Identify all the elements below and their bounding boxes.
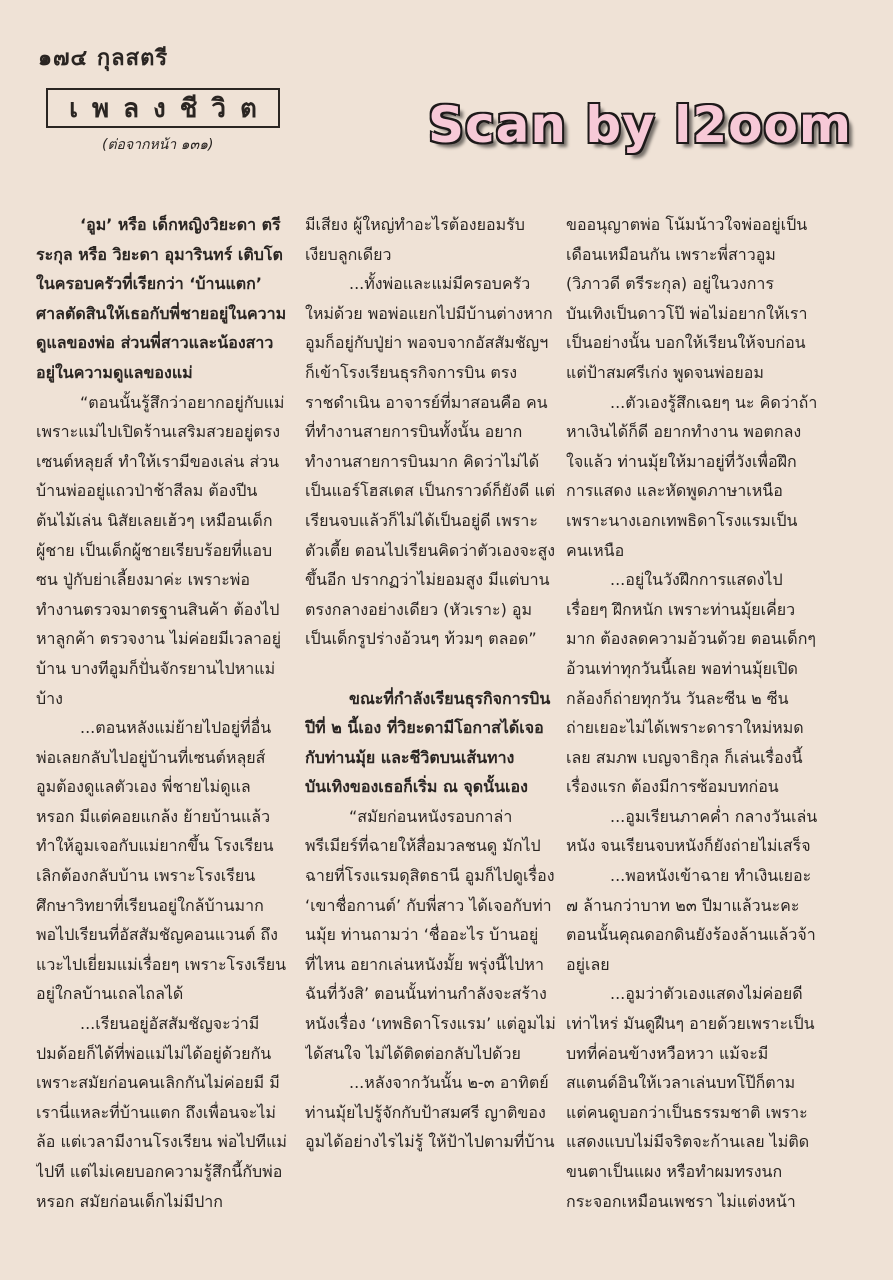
article-column-1 [36,210,288,1272]
article-paragraph: ...ตัวเองรู้สึกเฉยๆ นะ คิดว่าถ้าหาเงินได้ก็ดี อยากทำงาน พอตกลงใจแล้ว ท่านมุ้ยให้มาอยู่ที่วังเพื่อฝึกการแสดง และหัดพูดภาษาเหนือ เพราะนางเอกเทพธิดาโรงแรมเป็นคนเหนือ [566,392,818,560]
article-paragraph: ...ทั้งพ่อและแม่มีครอบครัวใหม่ด้วย พอพ่อแยกไปมีบ้านต่างหาก อูมก็อยู่กับปู่ย่า พอจบจากอัสสัมชัญฯ ก็เข้าโรงเรียนธุรกิจการบิน ตรงราชดำเนิน อาจารย์ที่มาสอนคือ คนที่ทำงานสายการบินทั้งนั้น อยากทำงานสายการบินมาก คิดว่าไม่ได้เป็นแอร์โฮสเตส เป็นกราวด์ก็ยังดี แต่เรียนจบแล้วก็ไม่ได้เป็นอยู่ดี เพราะตัวเตี้ย ตอนไปเรียนคิดว่าตัวเองจะสูงขึ้นอีก ปรากฏว่าไม่ยอมสูง มีแต่บานตรงกลางอย่างเดียว (หัวเราะ) อูมเป็นเด็กรูปร่างอ้วนๆ ท้วมๆ ตลอด” [305,274,556,649]
article-column-2 [305,210,557,1272]
article-paragraph: ...ตอนหลังแม่ย้ายไปอยู่ที่อื่น พ่อเลยกลับไปอยู่บ้านที่เซนต์หลุยส์ อูมต้องดูแลตัวเอง พี่ชายไม่ดูแลหรอก มีแต่คอยแกล้ง ย้ายบ้านแล้วทำให้อูมเจอกับแม่ยากขึ้น โรงเรียนเลิกต้องกลับบ้าน เพราะโรงเรียนศึกษาวิทยาที่เรียนอยู่ใกล้บ้านมาก พอไปเรียนที่อัสสัมชัญคอนแวนต์ ถึงแวะไปเยี่ยมแม่เรื่อยๆ เพราะโรงเรียนอยู่ใกลบ้านเถลไถลได้ [36,718,287,1004]
article-paragraph: ...หลังจากวันนั้น ๒-๓ อาทิตย์ ท่านมุ้ยไปรู้จักกับป้าสมศรี ญาติของอูมได้อย่างไรไม่รู้ ให้ป้าไปตามที่บ้าน [305,1073,555,1152]
continued-note: (ต่อจากหน้า ๑๓๑) [102,137,214,153]
scan-watermark: Scan by l2oom [428,96,852,154]
article-paragraph: “สมัยก่อนหนังรอบกาล่าพรีเมียร์ที่ฉายให้สื่อมวลชนดู มักไปฉายที่โรงแรมดุสิตธานี อูมก็ไปดูเรื่อง ‘เขาชื่อกานต์’ กับพี่สาว ได้เจอกับท่านมุ้ย ท่านถามว่า ‘ชื่ออะไร บ้านอยู่ที่ไหน อยากเล่นหนังมั้ย พรุ่งนี้ไปหาฉันที่วังสิ’ ตอนนั้นท่านกำลังจะสร้างหนังเรื่อง ‘เทพธิดาโรงแรม’ แต่อูมไม่ได้สนใจ ไม่ได้ติดต่อกลับไปด้วย [305,806,556,1063]
article-paragraph: “ตอนนั้นรู้สึกว่าอยากอยู่กับแม่ เพราะแม่ไปเปิดร้านเสริมสวยอยู่ตรงเซนต์หลุยส์ ทำให้เรามีของเล่น ส่วนบ้านพ่ออยู่แถวป่าช้าสีลม ต้องปีนต้นไม้เล่น นิสัยเลยเฮ้วๆ เหมือนเด็กผู้ชาย เป็นเด็กผู้ชายเรียบร้อยที่แอบซน ปู่กับย่าเลี้ยงมาค่ะ เพราะพ่อทำงานตรวจมาตรฐานสินค้า ต้องไปหาลูกค้า ตรวจงาน ไม่ค่อยมีเวลาอยู่บ้าน บางทีอูมก็ปั่นจักรยานไปหาแม่บ้าง [36,392,285,708]
article-paragraph: ขออนุญาตพ่อ โน้มน้าวใจพ่ออยู่เป็นเดือนเหมือนกัน เพราะพี่สาวอูม (วิภาวดี ตรีระกุล) อยู่ในวงการบันเทิงเป็นดาวโป๊ พ่อไม่อยากให้เราเป็นอย่างนั้น บอกให้เรียนให้จบก่อน แต่ป้าสมศรีเก่ง พูดจนพ่อยอม [566,215,808,382]
page-header [38,40,168,75]
article-paragraph: มีเสียง ผู้ใหญ่ทำอะไรต้องยอมรับเงียบลูกเดียว [305,215,525,264]
article-paragraph: ‘อูม’ หรือ เด็กหญิงวิยะดา ตรีระกุล หรือ วิยะดา อุมารินทร์ เติบโตในครอบครัวที่เรียกว่า ‘บ้านแตก’ ศาลตัดสินให้เธอกับพี่ชายอยู่ในความดูแลของพ่อ ส่วนพี่สาวและน้องสาวอยู่ในความดูแลของแม่ [36,215,287,382]
article-paragraph: ขณะที่กำลังเรียนธุรกิจการบินปีที่ ๒ นี้เอง ที่วิยะดามีโอกาสได้เจอกับท่านมุ้ย และชีวิตบนเส้นทางบันเทิงของเธอก็เริ่ม ณ จุดนั้นเอง [305,688,551,797]
article-paragraph: ...เรียนอยู่อัสสัมชัญจะว่ามีปมด้อยก็ได้ที่พ่อแม่ไม่ได้อยู่ด้วยกัน เพราะสมัยก่อนคนเลิกกันไม่ค่อยมี มีเรานี่แหละที่บ้านแตก ถึงเพื่อนจะไม่ล้อ แต่เวลามีงานโรงเรียน พ่อไปทีแม่ไปที แต่ไม่เคยบอกความรู้สึกนี้กับพ่อหรอก สมัยก่อนเด็กไม่มีปาก [36,1014,287,1211]
magazine-name: กุลสตรี [96,46,169,71]
article-paragraph: ...พอหนังเข้าฉาย ทำเงินเยอะ ๗ ล้านกว่าบาท ๒๓ ปีมาแล้วนะคะ ตอนนั้นคุณดอกดินยังร้องล้านแล้วจ้า อยู่เลย [566,866,816,974]
article-paragraph: ...อูมว่าตัวเองแสดงไม่ค่อยดีเท่าไหร่ มันดูฝืนๆ อายด้วยเพราะเป็นบทที่ค่อนข้างหวือหวา แม้จะมีสแตนด์อินให้เวลาเล่นบทโป๊ก็ตาม แต่คนดูบอกว่าเป็นธรรมชาติ เพราะแสดงแบบไม่มีจริตจะก้านเลย ไม่ติดขนตาเป็นแผง หรือทำผมทรงนกกระจอกเหมือนเพชรา ไม่แต่งหน้า [566,984,815,1211]
page-number: ๑๗๔ [38,46,89,71]
section-title: เพลงชีวิต [69,93,271,124]
section-title-box [46,88,280,128]
article-column-3 [566,210,818,1272]
article-paragraph: ...อยู่ในวังฝึกการแสดงไปเรื่อยๆ ฝึกหนัก เพราะท่านมุ้ยเคี่ยวมาก ต้องลดความอ้วนด้วย ตอนเด็กๆ อ้วนเท่าทุกวันนี้เลย พอท่านมุ้ยเปิดกล้องก็ถ่ายทุกวัน วันละซีน ๒ ซีน ถ่ายเยอะไม่ได้เพราะดาราใหม่หมดเลย สมภพ เบญจาธิกุล ก็เล่นเรื่องนี้เรื่องแรก ต้องมีการซ้อมบทก่อน [566,570,816,797]
article-paragraph: ...อูมเรียนภาคค่ำ กลางวันเล่นหนัง จนเรียนจบหนังก็ยังถ่ายไม่เสร็จ [566,806,818,856]
